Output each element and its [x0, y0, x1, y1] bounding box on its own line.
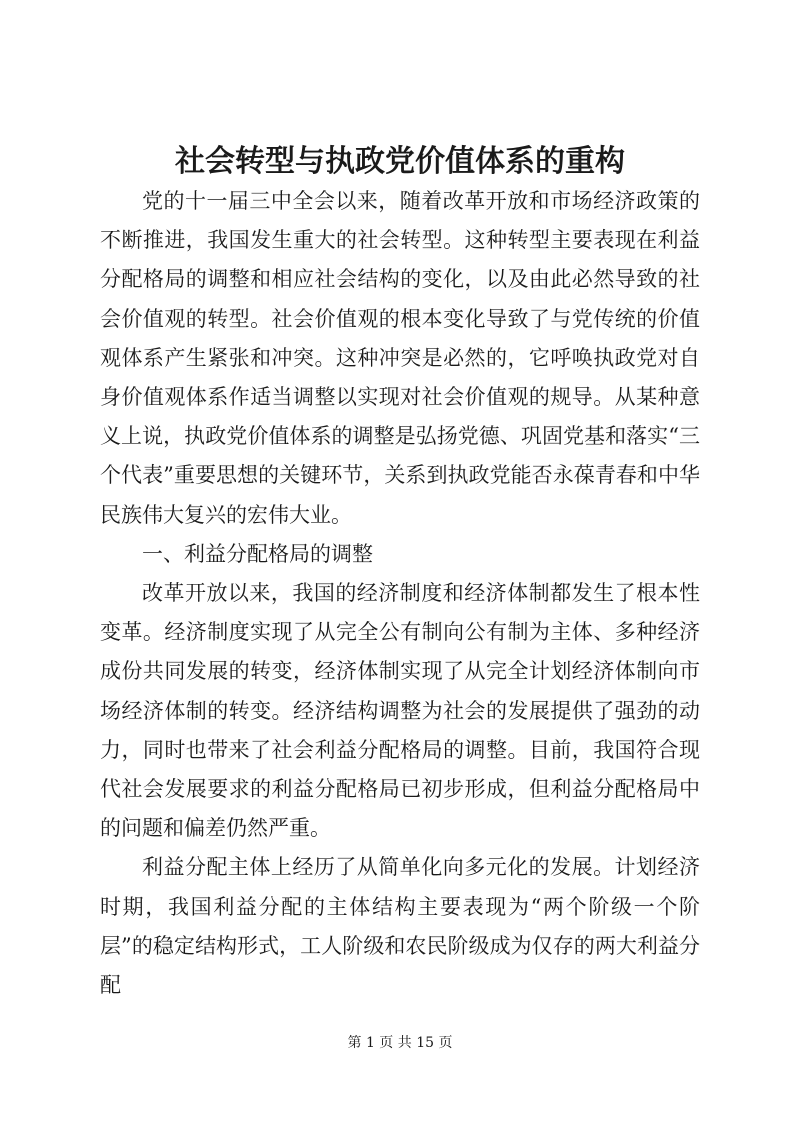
paragraph: 利益分配主体上经历了从简单化向多元化的发展。计划经济时期，我国利益分配的主体结构主要表现为“两个阶级一个阶层”的稳定结构形式，工人阶级和农民阶级成为仅存的两大利益分配 — [100, 855, 700, 998]
document-title: 社会转型与执政党价值体系的重构 — [175, 144, 625, 179]
paragraph: 党的十一届三中全会以来，随着改革开放和市场经济政策的不断推进，我国发生重大的社会转型。这种转型主要表现在利益分配格局的调整和相应社会结构的变化，以及由此必然导致的社会价值观的转型。社会价值观的根本变化导致了与党传统的价值观体系产生紧张和冲突。这种冲突是必然的，它呼唤执政党对自身价值观体系作适当调整以实现对社会价值观的规导。从某种意义上说，执政党价值体系的调整是弘扬党德、巩固党基和落实“三个代表”重要思想的关键环节，关系到执政党能否永葆青春和中华民族伟大复兴的宏伟大业。 — [100, 189, 700, 527]
paragraph: 改革开放以来，我国的经济制度和经济体制都发生了根本性变革。经济制度实现了从完全公有制向公有制为主体、多种经济成份共同发展的转变，经济体制实现了从完全计划经济体制向市场经济体制的转变。经济结构调整为社会的发展提供了强劲的动力，同时也带来了社会利益分配格局的调整。目前，我国符合现代社会发展要求的利益分配格局已初步形成，但利益分配格局中的问题和偏差仍然严重。 — [100, 581, 700, 841]
document-body — [100, 182, 700, 1005]
page-footer: 第 1 页 共 15 页 — [347, 1035, 453, 1051]
section-heading: 一、利益分配格局的调整 — [142, 541, 373, 566]
